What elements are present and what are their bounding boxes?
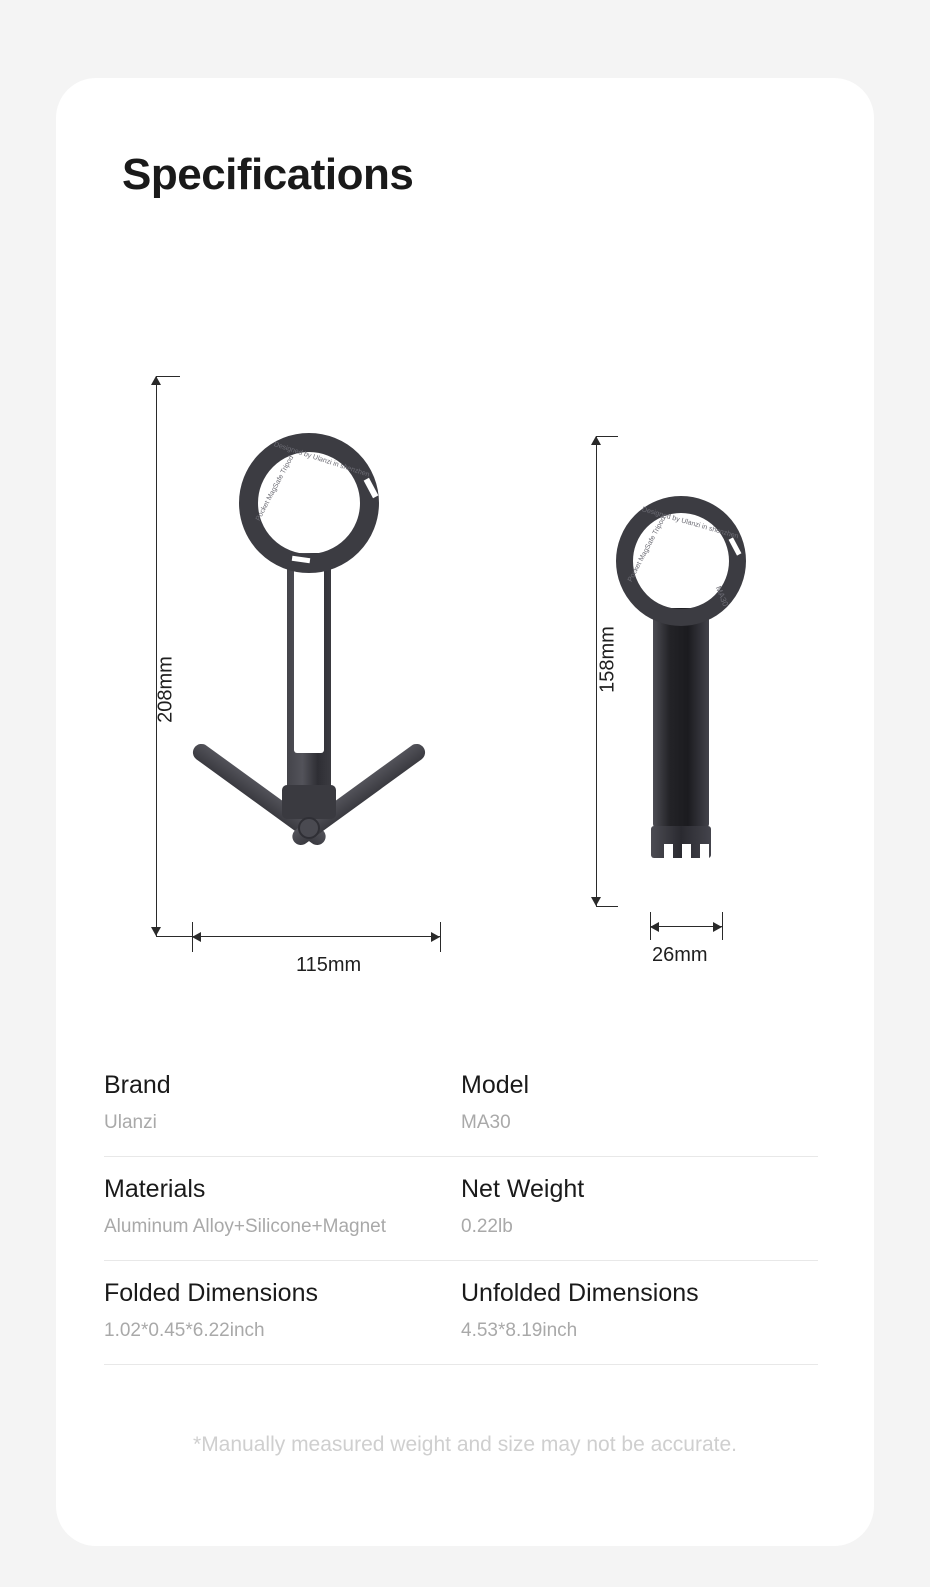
- unfolded-width-dimension-line: [192, 936, 440, 937]
- spec-cell-model: [461, 1071, 818, 1134]
- spec-cell-net-weight: [461, 1175, 818, 1238]
- spec-key: Net Weight: [461, 1175, 585, 1203]
- unfolded-height-arrow-top: [151, 376, 161, 385]
- spec-key: Materials: [104, 1175, 206, 1203]
- spec-cell-folded-dimensions: [104, 1279, 461, 1342]
- folded-height-label: 158mm: [596, 626, 619, 693]
- table-row: [104, 1053, 818, 1157]
- tripod-hinge-pivot: [298, 817, 320, 839]
- foot-notch-2: [682, 844, 691, 860]
- ring-engraving-text: [252, 439, 371, 555]
- spec-key: Model: [461, 1071, 530, 1099]
- specifications-table: [104, 1053, 818, 1365]
- specifications-card: [56, 78, 874, 1546]
- unfolded-width-label: 115mm: [296, 954, 362, 976]
- folded-width-tick-left: [650, 912, 651, 940]
- unfolded-width-tick-right: [440, 922, 441, 952]
- tripod-arm-cutout: [294, 563, 324, 753]
- tripod-hinge: [282, 785, 336, 819]
- unfolded-product-illustration: [206, 433, 466, 993]
- folded-width-label: 26mm: [652, 944, 708, 966]
- unfolded-width-arrow-right: [431, 932, 440, 942]
- folded-height-arrow-bottom: [591, 897, 601, 906]
- spec-value: MA30: [461, 1112, 511, 1133]
- unfolded-width-arrow-left: [192, 932, 201, 942]
- spec-value: 4.53*8.19inch: [461, 1320, 578, 1341]
- ring-engraving-line-1: Designed by Ulanzi in shenzhen: [272, 441, 371, 479]
- ring-engraving-line-1: Designed by Ulanzi in shenzhen: [641, 506, 740, 541]
- ring-model-engraving: MA30: [713, 584, 731, 608]
- folded-width-tick-right: [722, 912, 723, 940]
- spec-cell-materials: [104, 1175, 461, 1238]
- folded-height-arrow-top: [591, 436, 601, 445]
- foot-notch-1: [664, 844, 673, 860]
- table-row: [104, 1157, 818, 1261]
- page-title: Specifications: [122, 150, 414, 199]
- unfolded-height-label: 208mm: [154, 656, 177, 723]
- spec-key: Brand: [104, 1071, 171, 1099]
- ring-engraving-text: [626, 504, 740, 614]
- table-row: [104, 1261, 818, 1365]
- folded-body: [653, 608, 709, 828]
- product-dimension-diagram: [56, 348, 874, 978]
- spec-value: 0.22lb: [461, 1216, 513, 1237]
- unfolded-height-arrow-bottom: [151, 927, 161, 936]
- spec-value: Ulanzi: [104, 1112, 157, 1133]
- folded-height-tick-top: [596, 436, 618, 437]
- spec-value: 1.02*0.45*6.22inch: [104, 1320, 265, 1341]
- unfolded-width-tick-left: [192, 922, 193, 952]
- folded-product-illustration: [596, 496, 796, 966]
- folded-width-arrow-left: [650, 922, 659, 932]
- spec-key: Folded Dimensions: [104, 1279, 318, 1307]
- foot-notch-3: [700, 844, 709, 860]
- ring-engraving-line-2: Pocket MagSafe Tripod: [626, 515, 668, 584]
- footnote: *Manually measured weight and size may not be accurate.: [193, 1433, 737, 1456]
- spec-value: Aluminum Alloy+Silicone+Magnet: [104, 1216, 386, 1237]
- folded-height-tick-bottom: [596, 906, 618, 907]
- spec-cell-brand: [104, 1071, 461, 1134]
- unfolded-height-tick-top: [156, 376, 180, 377]
- folded-width-dimension-line: [650, 926, 722, 927]
- spec-cell-unfolded-dimensions: [461, 1279, 818, 1342]
- ring-engraving-line-2: Pocket MagSafe Tripod: [254, 454, 296, 523]
- spec-key: Unfolded Dimensions: [461, 1279, 699, 1307]
- folded-width-arrow-right: [713, 922, 722, 932]
